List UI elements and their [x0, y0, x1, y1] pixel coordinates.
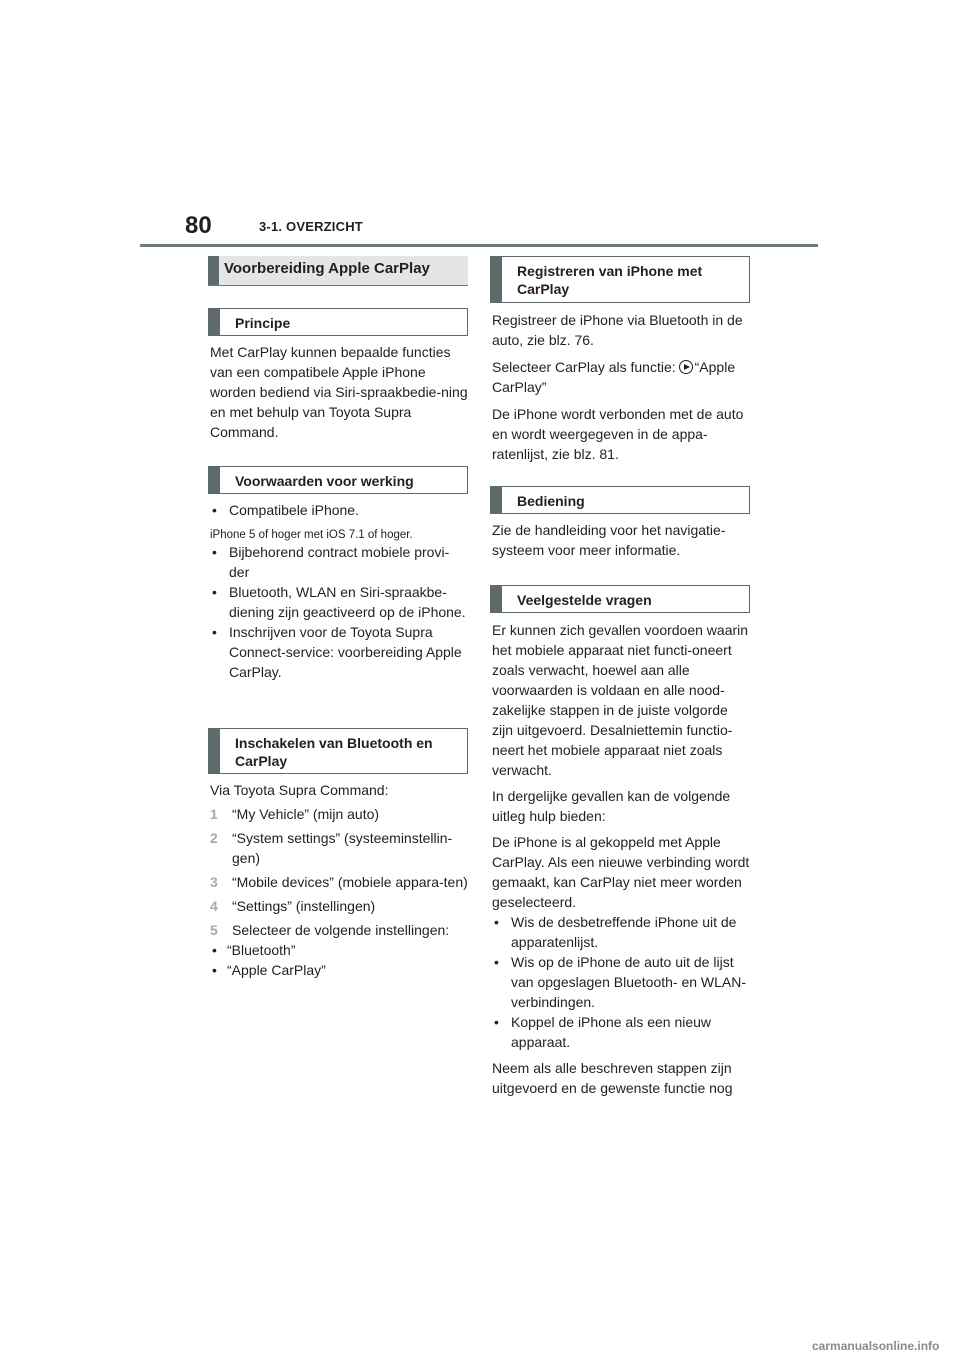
step-number: 4: [210, 898, 218, 914]
step-text: “My Vehicle” (mijn auto): [232, 806, 380, 822]
list-item: • Inschrijven voor de Toyota Supra Connect-service: voorbereiding Apple CarPlay.: [210, 622, 468, 682]
subheading-registreren: [490, 256, 750, 303]
paragraph: De iPhone wordt verbonden met de auto en wordt weergegeven in de appa-ratenlijst, zie blz. 81.: [492, 406, 744, 462]
step-item: [210, 896, 468, 916]
faq-text: [492, 620, 750, 1098]
watermark: carmanualsonline.info: [812, 1339, 940, 1353]
subheading-inschakelen: [208, 728, 468, 774]
list-item: • Wis de desbetreffende iPhone uit de apparatenlijst.: [492, 912, 750, 952]
subheading-text: Registreren van iPhone met CarPlay: [517, 263, 703, 297]
heading-bar: [209, 309, 220, 335]
registreren-text: [492, 310, 750, 464]
list-item: • Compatibele iPhone.: [210, 500, 468, 520]
step-item: [210, 872, 468, 892]
play-arrow-icon: [679, 360, 693, 374]
note-text: iPhone 5 of hoger met iOS 7.1 of hoger.: [210, 529, 413, 541]
paragraph: De iPhone is al gekoppeld met Apple CarPlay. Als een nieuwe verbinding wordt gemaakt, kan CarPlay niet meer worden geselecteerd.: [492, 834, 750, 910]
heading-bar: [209, 729, 220, 773]
step-text: “System settings” (systeeminstellin-gen): [232, 830, 453, 866]
subheading-principe: [208, 308, 468, 336]
step-text: “Mobile devices” (mobiele appara-ten): [232, 874, 468, 890]
subheading-voorwaarden: [208, 466, 468, 494]
step-number: 5: [210, 922, 218, 938]
inschakelen-steps: [210, 780, 468, 980]
step-text: “Settings” (instellingen): [232, 898, 376, 914]
heading-bar: [491, 257, 502, 302]
subheading-faq: [490, 585, 750, 613]
heading-bar: [491, 586, 502, 612]
list-item: • Bluetooth, WLAN en Siri-spraakbe-diening zijn geactiveerd op de iPhone.: [210, 582, 468, 622]
step-item: [210, 804, 468, 824]
paragraph: Registreer de iPhone via Bluetooth in de auto, zie blz. 76.: [492, 312, 743, 348]
page-number: 80: [185, 212, 212, 239]
subheading-text: Principe: [235, 315, 291, 331]
step-item: [210, 920, 468, 940]
step-item: [210, 828, 468, 868]
list-item: • Bijbehorend contract mobiele provi-der: [210, 542, 468, 582]
principe-paragraph: Met CarPlay kunnen bepaalde functies van een compatibele Apple iPhone worden bediend via Siri-spraakbedie-ning en met behulp van Toyota Supra Command.: [210, 344, 468, 440]
paragraph-text: “Apple CarPlay”: [492, 359, 736, 395]
subheading-text: Veelgestelde vragen: [517, 592, 652, 608]
subheading-text: Inschakelen van Bluetooth en CarPlay: [235, 735, 433, 769]
heading-bar: [208, 256, 219, 285]
paragraph: [492, 357, 750, 397]
subheading-text: Bediening: [517, 493, 585, 509]
step-text: Selecteer de volgende instellingen:: [232, 922, 450, 938]
bediening-paragraph: Zie de handleiding voor het navigatie-systeem voor meer informatie.: [492, 522, 726, 558]
paragraph: Neem als alle beschreven stappen zijn uitgevoerd en de gewenste functie nog: [492, 1060, 733, 1096]
heading-bar: [209, 467, 220, 493]
voorwaarden-list: [210, 500, 468, 682]
heading-text: Voorbereiding Apple CarPlay: [224, 260, 430, 277]
heading-bar: [491, 487, 502, 513]
subheading-bediening: [490, 486, 750, 514]
paragraph: Er kunnen zich gevallen voordoen waarin het mobiele apparaat niet functi-oneert zoals verwacht, hoewel aan alle voorwaarden is voldaan en alle nood-zakelijke stappen in de juiste volgorde zijn uitgevoerd. Desalniettemin functio-neert het mobiele apparaat niet zoals verwacht.: [492, 622, 749, 778]
paragraph: In dergelijke gevallen kan de volgende uitleg hulp bieden:: [492, 788, 731, 824]
paragraph-text: Selecteer CarPlay als functie:: [492, 359, 676, 375]
intro-text: Via Toyota Supra Command:: [210, 782, 389, 798]
list-item: • Koppel de iPhone als een nieuw apparaat.: [492, 1012, 750, 1052]
heading-voorbereiding: [208, 256, 468, 286]
header-divider: [140, 244, 818, 247]
step-number: 3: [210, 874, 218, 890]
section-title: 3-1. OVERZICHT: [259, 219, 363, 234]
list-item: • “Apple CarPlay”: [210, 960, 468, 980]
step-number: 2: [210, 830, 218, 846]
subheading-text: Voorwaarden voor werking: [235, 473, 414, 489]
list-item: • Wis op de iPhone de auto uit de lijst van opgeslagen Bluetooth- en WLAN-verbindingen.: [492, 952, 750, 1012]
list-item: • “Bluetooth”: [210, 940, 468, 960]
step-number: 1: [210, 806, 218, 822]
